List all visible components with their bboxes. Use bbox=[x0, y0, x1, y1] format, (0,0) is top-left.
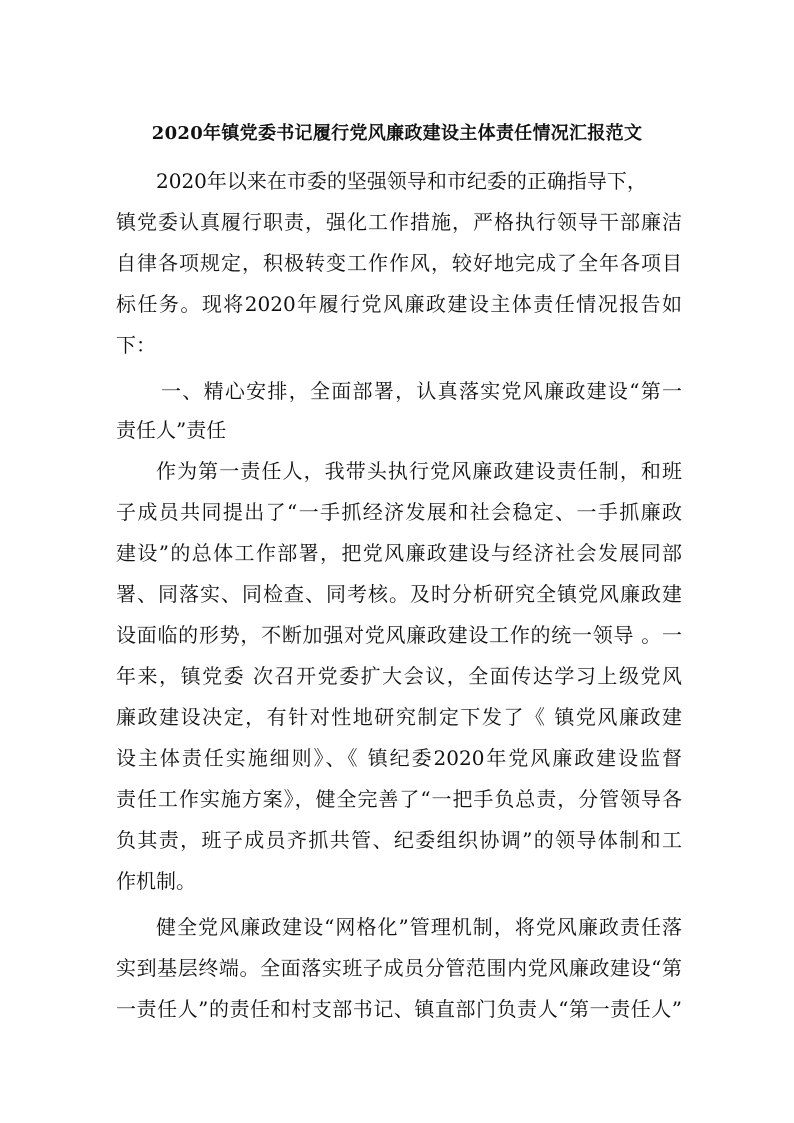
paragraph-line: 作机制。 bbox=[116, 869, 196, 893]
paragraph-line: 建设”的总体工作部署，把党风廉政建设与经济社会发展同部 bbox=[116, 541, 682, 565]
paragraph-line: 一责任人”的责任和村支部书记、镇直部门负责人“第一责任人” bbox=[116, 997, 682, 1021]
paragraph-line: 署、同落实、同检查、同考核。及时分析研究全镇党风廉政建 bbox=[116, 582, 682, 606]
paragraph-line: 年来，镇党委 次召开党委扩大会议，全面传达学习上级党风 bbox=[116, 664, 682, 688]
paragraph-line: 设面临的形势，不断加强对党风廉政建设工作的统一领导 。一 bbox=[116, 623, 682, 647]
paragraph-line: 实到基层终端。全面落实班子成员分管范围内党风廉政建设“第 bbox=[116, 956, 682, 980]
section-heading-line: 责任人”责任 bbox=[116, 418, 227, 442]
paragraph-line: 廉政建设决定，有针对性地研究制定下发了《 镇党风廉政建 bbox=[116, 705, 682, 729]
paragraph-line: 子成员共同提出了“一手抓经济发展和社会稳定、一手抓廉政 bbox=[116, 500, 682, 524]
paragraph-line: 镇党委认真履行职责，强化工作措施，严格执行领导干部廉洁 bbox=[116, 210, 682, 234]
paragraph-line: 健全党风廉政建设“网格化”管理机制，将党风廉政责任落 bbox=[156, 915, 682, 939]
paragraph-line: 负其责，班子成员齐抓共管、纪委组织协调”的领导体制和工 bbox=[116, 828, 682, 852]
paragraph-line: 责任工作实施方案》，健全完善了“一把手负总责，分管领导各 bbox=[116, 787, 682, 811]
paragraph-line: 下： bbox=[116, 333, 156, 357]
paragraph-line: 自律各项规定，积极转变工作作风，较好地完成了全年各项目 bbox=[116, 251, 682, 275]
paragraph-line: 标任务。现将2020年履行党风廉政建设主体责任情况报告如 bbox=[116, 292, 682, 316]
paragraph-line: 作为第一责任人，我带头执行党风廉政建设责任制，和班 bbox=[156, 459, 682, 483]
document-title: 2020年镇党委书记履行党风廉政建设主体责任情况汇报范文 bbox=[151, 123, 643, 144]
paragraph-line: 设主体责任实施细则》、《 镇纪委2020年党风廉政建设监督 bbox=[116, 746, 682, 770]
paragraph-line: 2020年以来在市委的坚强领导和市纪委的正确指导下， bbox=[156, 169, 647, 193]
section-heading-line: 一、精心安排，全面部署，认真落实党风廉政建设“第一 bbox=[161, 379, 682, 403]
